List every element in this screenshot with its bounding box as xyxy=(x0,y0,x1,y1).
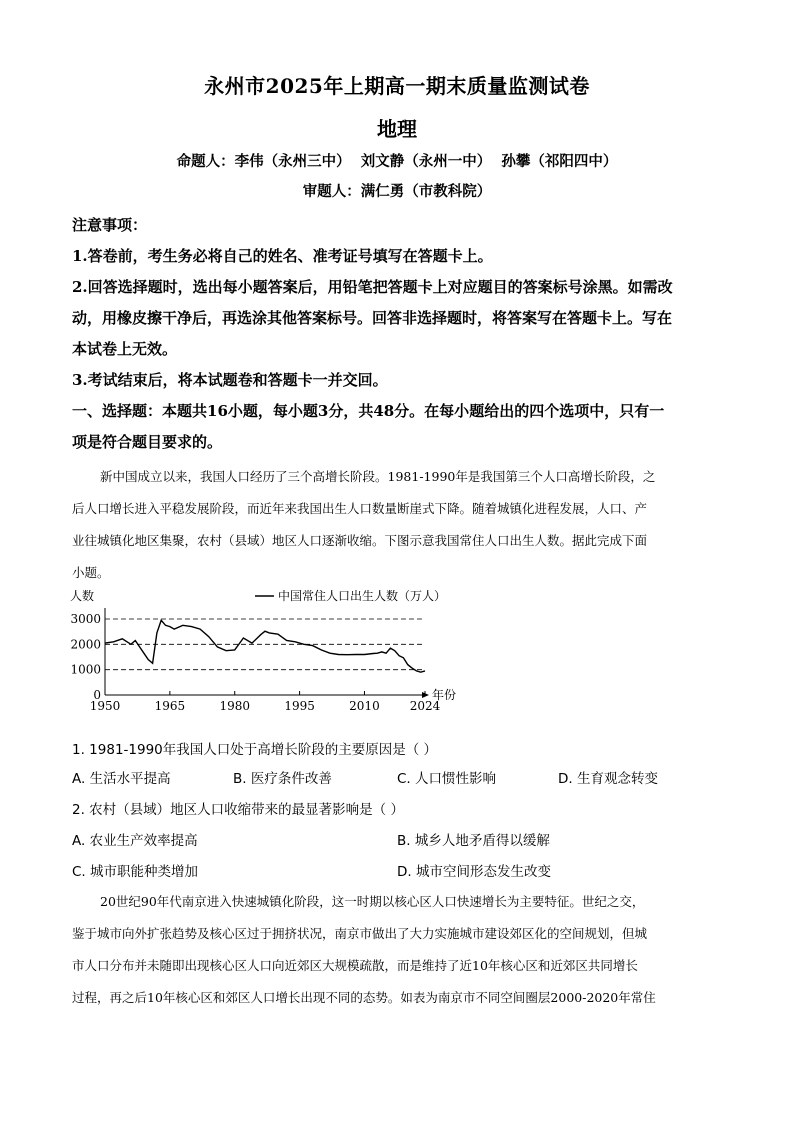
y-tick-label: 3000 xyxy=(70,612,101,626)
note-item-3: 3.考试结束后，将本试题卷和答题卡一并交回。 xyxy=(72,371,388,389)
q2-option-b[interactable]: B. 城乡人地矛盾得以缓解 xyxy=(397,833,550,849)
x-tick-label: 2024 xyxy=(409,699,441,713)
y-axis-label: 人数 xyxy=(70,589,95,603)
passage2-line-4: 过程，再之后10年核心区和郊区人口增长出现不同的态势。如表为南京市不同空间圈层2000-2020年常住 xyxy=(72,990,656,1005)
y-tick-label: 0 xyxy=(93,688,101,702)
exam-title: 永州市2025年上期高一期末质量监测试卷 xyxy=(204,74,590,98)
authors-line: 命题人：李伟（永州三中） 刘文静（永州一中） 孙攀（祁阳四中） xyxy=(176,153,618,170)
passage1-line-3: 业往城镇化地区集聚，农村（县域）地区人口逐渐收缩。下图示意我国常住人口出生人数。据此完成下面 xyxy=(72,533,648,548)
y-tick-label: 2000 xyxy=(70,637,101,652)
passage2-line-2: 鉴于城市向外扩张趋势及核心区过于拥挤状况，南京市做出了大力实施城市建设郊区化的空间规划，但城 xyxy=(72,926,648,941)
passage2-line-1: 20世纪90年代南京进入快速城镇化阶段，这一时期以核心区人口快速增长为主要特征。世纪之交， xyxy=(100,894,645,909)
q1-option-a[interactable]: A. 生活水平提高 xyxy=(72,771,171,787)
passage1-line-4: 小题。 xyxy=(72,565,110,580)
legend-label: 中国常住人口出生人数（万人） xyxy=(278,589,447,603)
q1-option-c[interactable]: C. 人口惯性影响 xyxy=(397,771,497,787)
q1-stem: 1. 1981-1990年我国人口处于高增长阶段的主要原因是（ ） xyxy=(72,742,438,758)
note-item-2-end: 本试卷上无效。 xyxy=(72,340,178,358)
y-tick-label: 1000 xyxy=(70,662,101,677)
passage2-line-3: 市人口分布并未随即出现核心区人口向近郊区大规模疏散，而是维持了近10年核心区和近郊区共同增长 xyxy=(72,958,638,973)
x-tick-label: 1980 xyxy=(219,699,251,713)
notes-heading: 注意事项： xyxy=(72,216,148,234)
x-tick-label: 1950 xyxy=(89,699,121,713)
x-axis-label: 年份 xyxy=(432,688,457,702)
section-heading-cont: 项是符合题目要求的。 xyxy=(72,433,223,451)
q2-option-c[interactable]: C. 城市职能种类增加 xyxy=(72,864,199,880)
note-item-2: 2.回答选择题时，选出每小题答案后，用铅笔把答题卡上对应题目的答案标号涂黑。如需改 xyxy=(72,278,673,296)
section-heading: 一、选择题：本题共16小题，每小题3分，共48分。在每小题给出的四个选项中，只有一 xyxy=(72,402,665,420)
birth-series-line xyxy=(105,620,425,672)
x-tick-label: 2010 xyxy=(349,699,380,713)
subject-title: 地理 xyxy=(377,117,417,141)
note-item-1: 1.答卷前，考生务必将自己的姓名、准考证号填写在答题卡上。 xyxy=(72,247,493,265)
note-item-2-cont: 动，用橡皮擦干净后，再选涂其他答案标号。回答非选择题时，将答案写在答题卡上。写在 xyxy=(72,309,673,327)
q1-option-b[interactable]: B. 医疗条件改善 xyxy=(233,771,332,787)
q2-option-d[interactable]: D. 城市空间形态发生改变 xyxy=(397,864,551,880)
q1-option-d[interactable]: D. 生育观念转变 xyxy=(558,771,658,787)
birth-chart xyxy=(70,580,470,715)
passage1-line-1: 新中国成立以来，我国人口经历了三个高增长阶段。1981-1990年是我国第三个人口高增长阶段，之 xyxy=(100,469,656,484)
passage1-line-2: 后人口增长进入平稳发展阶段，而近年来我国出生人口数量断崖式下降。随着城镇化进程发展，人口、产 xyxy=(72,501,648,516)
reviewer-line: 审题人：满仁勇（市教科院） xyxy=(302,183,492,200)
q2-option-a[interactable]: A. 农业生产效率提高 xyxy=(72,833,198,849)
q2-stem: 2. 农村（县域）地区人口收缩带来的最显著影响是（ ） xyxy=(72,802,404,818)
x-tick-label: 1965 xyxy=(154,699,186,713)
x-tick-label: 1995 xyxy=(284,699,315,713)
